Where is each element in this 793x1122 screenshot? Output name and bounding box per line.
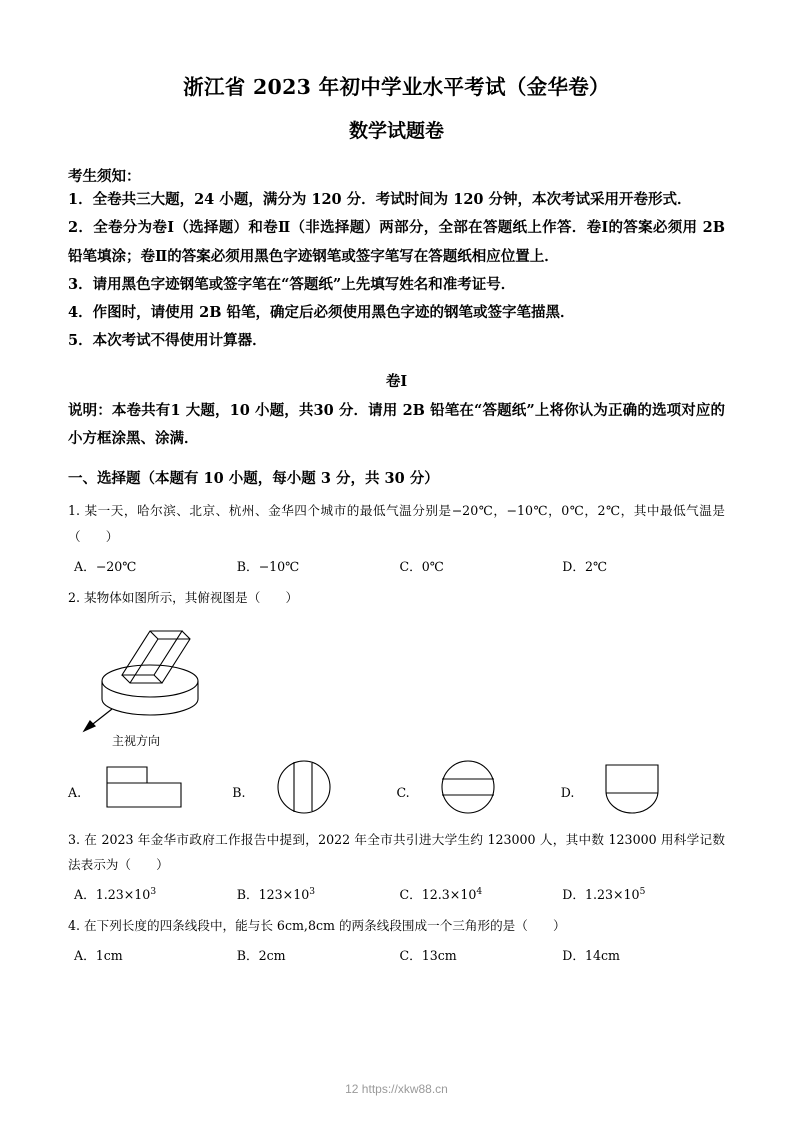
notice-heading: 考生须知： — [68, 168, 141, 185]
question-4-stem: 4. 在下列长度的四条线段中，能与长 6cm,8cm 的两条线段围成一个三角形的是（ ） — [68, 918, 566, 934]
section-explanation: 说明：本卷共有1 大题，10 小题，共30 分．请用 2B 铅笔在“答题纸”上将你认为正确的选项对应的小方框涂黑、涂满． — [68, 401, 725, 447]
notice-item-2: 2．全卷分为卷Ⅰ（选择题）和卷Ⅱ（非选择题）两部分，全部在答题纸上作答．卷Ⅰ的答案必须用 2B 铅笔填涂；卷Ⅱ的答案必须用黑色字迹钢笔或签字笔写在答题纸相应位置上． — [68, 219, 725, 265]
top-view-shape-d — [582, 759, 692, 817]
question-1-stem: 1. 某一天，哈尔滨、北京、杭州、金华四个城市的最低气温分别是−20℃，−10℃，0℃，2℃，其中最低气温是（ ） — [68, 503, 725, 544]
question-2-option-b-label: B. — [232, 784, 246, 800]
notice-item-5: 5．本次考试不得使用计算器． — [68, 332, 267, 350]
question-4-option-d[interactable]: D．14cm — [562, 948, 620, 963]
question-1-option-a[interactable]: A．−20℃ — [74, 558, 137, 574]
question-3-option-c[interactable] — [400, 884, 563, 903]
notice-item-1: 1．全卷共三大题，24 小题，满分为 120 分．考试时间为 120 分钟，本次考试采用开卷形式． — [68, 191, 692, 208]
section-heading-choice: 一、选择题（本题有 10 小题，每小题 3 分，共 30 分） — [68, 470, 439, 488]
top-view-shape-a — [89, 759, 199, 817]
page-footer-watermark: 12 https://xkw88.cn — [345, 1082, 448, 1096]
question-3-option-b-exponent: 3 — [309, 887, 315, 897]
notice-item-4: 4．作图时，请使用 2B 铅笔，确定后必须使用黑色字迹的钢笔或签字笔描黑． — [68, 304, 575, 322]
question-4-options — [68, 945, 725, 964]
question-2-solid-figure — [78, 619, 725, 749]
question-3-option-a[interactable] — [68, 884, 237, 903]
question-3-option-c-exponent: 4 — [476, 887, 483, 897]
question-1-option-c[interactable]: C．0℃ — [399, 558, 444, 574]
question-4-option-b[interactable]: B．2cm — [236, 948, 286, 963]
question-4-option-c[interactable]: C．13cm — [399, 948, 457, 963]
question-2-option-d-label: D. — [560, 784, 575, 800]
question-2-options — [68, 759, 725, 817]
question-3-option-d-exponent: 5 — [639, 887, 646, 897]
question-3-option-a-text: A．1.23×10 — [74, 887, 151, 903]
question-3-options — [68, 884, 725, 903]
question-3-option-d-text: D．1.23×10 — [562, 887, 640, 903]
section-juan-1: 卷Ⅰ — [385, 372, 408, 390]
top-view-shape-c — [418, 759, 528, 817]
question-4-option-a[interactable]: A．1cm — [74, 948, 123, 963]
question-2-option-d[interactable] — [561, 759, 725, 817]
question-3-option-d[interactable] — [562, 884, 725, 903]
top-view-shape-b — [254, 759, 364, 817]
question-1-options — [68, 556, 725, 575]
question-2-figure-label: 主视方向 — [112, 733, 161, 748]
question-3-stem: 3. 在 2023 年金华市政府工作报告中提到，2022 年全市共引进大学生约 123000 人，其中数 123000 用科学记数法表示为（ ） — [68, 831, 725, 873]
question-2-option-a[interactable] — [68, 759, 232, 817]
question-2-option-b[interactable] — [232, 759, 396, 817]
question-3-option-c-text: C．12.3×10 — [399, 887, 477, 903]
question-3-option-a-exponent: 3 — [150, 887, 157, 897]
question-1-option-b[interactable]: B．−10℃ — [236, 558, 300, 574]
question-2-stem: 2. 某物体如图所示，其俯视图是（ ） — [68, 589, 299, 605]
question-3-option-b[interactable] — [237, 884, 400, 903]
notice-item-3: 3．请用黑色字迹钢笔或签字笔在“答题纸”上先填写姓名和准考证号． — [68, 275, 516, 293]
question-1-option-d[interactable]: D．2℃ — [562, 558, 608, 574]
page-title: 浙江省 2023 年初中学业水平考试（金华卷） — [183, 75, 610, 99]
question-2-option-c-label: C. — [396, 784, 410, 800]
page-subtitle: 数学试题卷 — [348, 120, 444, 142]
question-2-option-a-label: A. — [68, 784, 82, 800]
question-2-option-c[interactable] — [397, 759, 561, 817]
question-3-option-b-text: B．123×10 — [236, 887, 310, 903]
